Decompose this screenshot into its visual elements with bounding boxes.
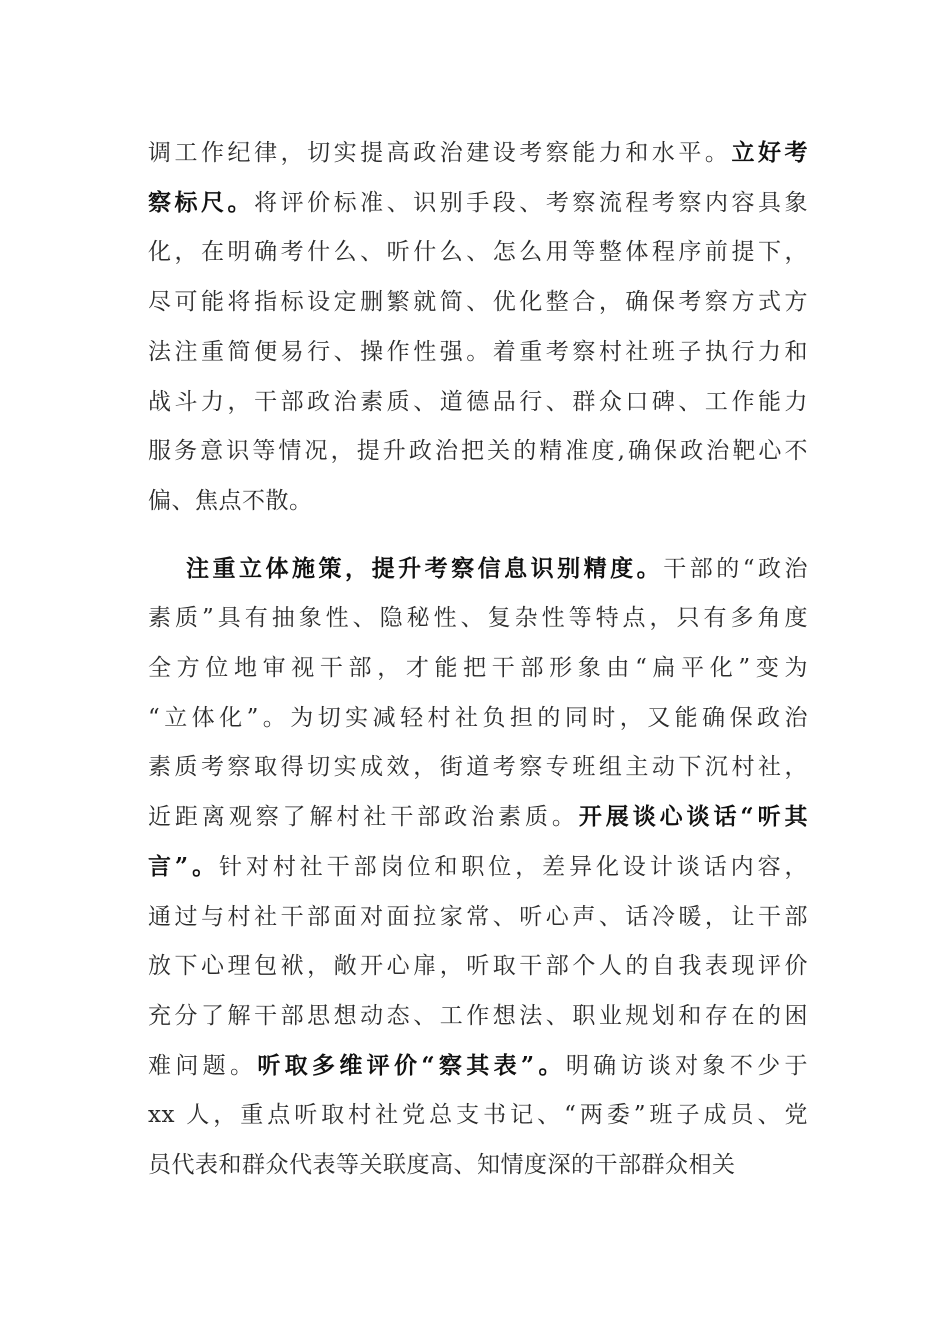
text-run: 法注重简便易行、操作性强。着重考察村社班子执行力和: [148, 338, 808, 365]
text-run: 近距离观察了解村社干部政治素质。: [148, 804, 579, 831]
text-run: “立体化”。为切实减轻村社负担的同时，又能确保政治: [148, 704, 808, 731]
text-line: [148, 128, 808, 178]
text-run: 素质考察取得切实成效，街道考察专班组主动下沉村社，: [148, 754, 808, 781]
text-line: [186, 544, 808, 594]
text-run: 将评价标准、识别手段、考察流程考察内容具象: [254, 189, 809, 216]
text-run: 员代表和群众代表等关联度高、知情度深的干部群众相关: [148, 1152, 736, 1178]
text-line: [148, 742, 808, 792]
text-line: [148, 1090, 808, 1140]
bold-run: 听取多维评价“察其表”。: [257, 1051, 566, 1079]
text-run: 战斗力，干部政治素质、道德品行、群众口碑、工作能力: [148, 388, 808, 415]
text-run: 偏、焦点不散。: [148, 487, 313, 514]
text-line: [148, 178, 808, 228]
text-line: [148, 941, 808, 991]
text-run: 针对村社干部岗位和职位，差异化设计谈话内容，: [219, 853, 808, 880]
text-run: 调工作纪律，切实提高政治建设考察能力和水平。: [148, 140, 732, 166]
text-line: [148, 892, 808, 942]
text-run: 难问题。: [148, 1052, 258, 1079]
text-line: [148, 842, 808, 892]
text-run: xx 人，重点听取村社党总支书记、“两委”班子成员、党: [148, 1102, 808, 1129]
text-line: [148, 227, 808, 277]
text-line: [148, 327, 808, 377]
text-line: [148, 991, 808, 1041]
text-line: [148, 593, 808, 643]
text-run: 明确访谈对象不少于: [565, 1052, 809, 1079]
text-line: [148, 1140, 808, 1190]
text-line: [148, 792, 808, 842]
text-line: [148, 377, 808, 427]
text-run: 放下心理包袱，敞开心扉，听取干部个人的自我表现评价: [148, 953, 808, 980]
text-run: 尽可能将指标设定删繁就简、优化整合，确保考察方式方: [148, 289, 808, 316]
text-line: [148, 693, 808, 743]
text-run: 通过与村社干部面对面拉家常、听心声、话冷暖，让干部: [148, 903, 808, 930]
text-run: 干部的“政治: [663, 555, 808, 582]
text-line: [148, 277, 808, 327]
text-run: 充分了解干部思想动态、工作想法、职业规划和存在的困: [148, 1002, 808, 1029]
text-run: 素质”具有抽象性、隐秘性、复杂性等特点，只有多角度: [148, 605, 808, 632]
text-line: [148, 1041, 808, 1091]
bold-run: 察标尺。: [148, 188, 255, 216]
bold-run: 立好考: [731, 139, 809, 166]
text-run: 服务意识等情况，提升政治把关的精准度,确保政治靶心不: [148, 438, 808, 465]
text-run: 全方位地审视干部，才能把干部形象由“扁平化”变为: [148, 655, 808, 681]
text-line: [148, 476, 808, 526]
text-run: 化，在明确考什么、听什么、怎么用等整体程序前提下，: [148, 239, 808, 266]
bold-run: 言”。: [148, 852, 220, 880]
bold-run: 开展谈心谈话“听其: [578, 803, 808, 831]
bold-run: 注重立体施策，提升考察信息识别精度。: [186, 554, 664, 582]
text-line: [148, 643, 808, 693]
text-line: [148, 426, 808, 476]
